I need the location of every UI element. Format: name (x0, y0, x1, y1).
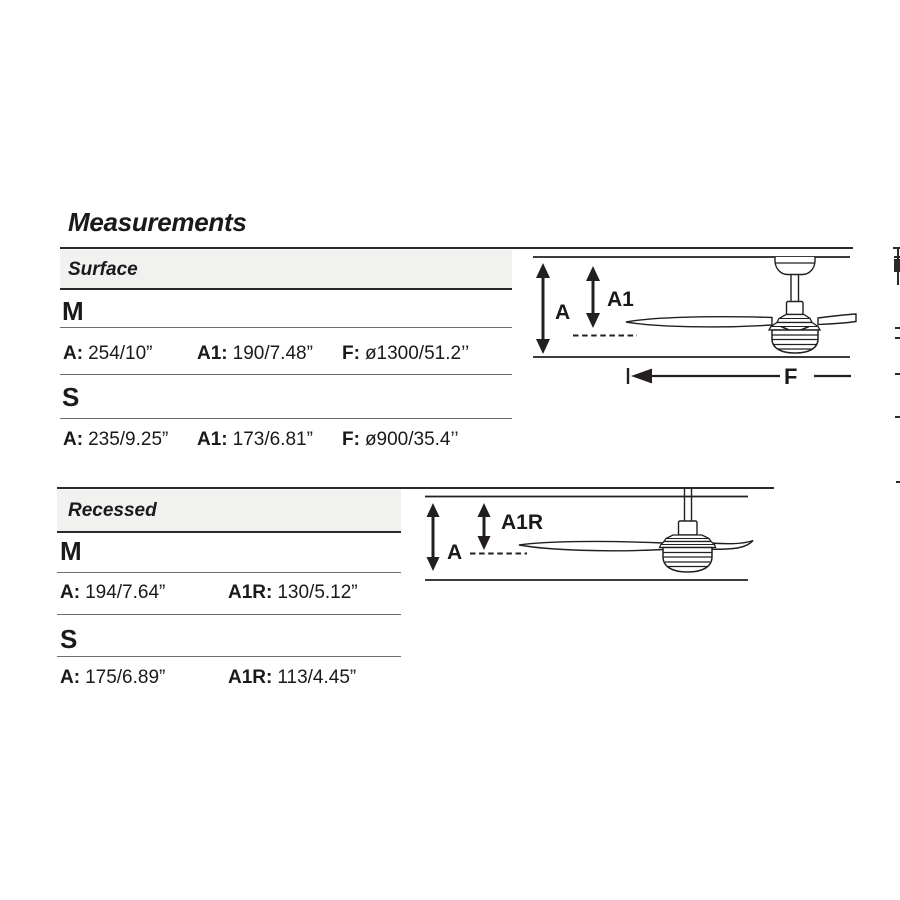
measurement-a1r: A1R: 130/5.12” (228, 582, 358, 603)
recessed-mount-fan-diagram (423, 483, 778, 585)
label-a1r: A1R (501, 511, 544, 534)
edge-fragment (895, 337, 900, 339)
motor-housing (772, 330, 818, 353)
measurement-f: F: ø1300/51.2’’ (342, 343, 470, 364)
label-a: A (447, 541, 463, 564)
motor-mount-rings (660, 535, 716, 548)
measurement-a1r: A1R: 113/4.45” (228, 667, 357, 688)
right-fan-blade (712, 541, 753, 550)
surface-header-rule (60, 288, 512, 290)
edge-fragment (894, 256, 900, 258)
motor-mount-rings (769, 315, 820, 331)
label-a1: A1 (607, 288, 634, 311)
label-a: A (555, 301, 571, 324)
edge-fragment (895, 327, 900, 329)
measurement-a: A: 194/7.64” (60, 582, 166, 603)
recessed-rule-3 (57, 656, 401, 657)
downrod (791, 275, 799, 302)
recessed-rule-1 (57, 572, 401, 573)
surface-header-label: Surface (68, 259, 138, 280)
measurement-a1: A1: 190/7.48” (197, 343, 313, 364)
surface-s-measurements (0, 430, 900, 452)
downrod (685, 488, 692, 521)
canopy (775, 257, 815, 275)
recessed-s-measurements (0, 668, 900, 690)
recessed-header-label: Recessed (68, 500, 157, 521)
measurement-a: A: 254/10” (63, 343, 153, 364)
edge-fragment (895, 373, 900, 375)
measurement-a: A: 175/6.89” (60, 667, 166, 688)
surface-size-s: S (62, 382, 80, 412)
measurement-a: A: 235/9.25” (63, 429, 169, 450)
surface-mount-fan-diagram (518, 243, 858, 393)
recessed-rule-2 (57, 614, 401, 615)
edge-fragment (894, 259, 900, 272)
recessed-m-measurements (0, 583, 900, 605)
dimension-arrow-a-icon (536, 263, 550, 354)
dimension-arrow-a1-icon (586, 266, 600, 328)
surface-size-m: M (62, 296, 84, 326)
measurement-a1: A1: 173/6.81” (197, 429, 313, 450)
label-f: F (784, 364, 798, 389)
measurement-f: F: ø900/35.4’’ (342, 429, 459, 450)
edge-fragment (895, 416, 900, 418)
surface-rule-3 (60, 418, 512, 419)
recessed-header-rule (57, 531, 401, 533)
motor-housing (663, 548, 712, 573)
dimension-arrow-a-icon (427, 503, 440, 571)
edge-fragment (896, 481, 900, 483)
rod-coupling (787, 302, 804, 315)
rod-coupling (679, 521, 698, 535)
recessed-size-s: S (60, 624, 78, 654)
surface-rule-1 (60, 327, 512, 328)
surface-rule-2 (60, 374, 512, 375)
dimension-arrow-a1r-icon (478, 503, 491, 550)
recessed-size-m: M (60, 536, 82, 566)
dimension-arrow-f-icon (628, 368, 851, 384)
right-fan-blade (818, 314, 856, 325)
left-fan-blade (626, 317, 772, 327)
page-title: Measurements (68, 207, 247, 237)
left-fan-blade (519, 541, 663, 550)
